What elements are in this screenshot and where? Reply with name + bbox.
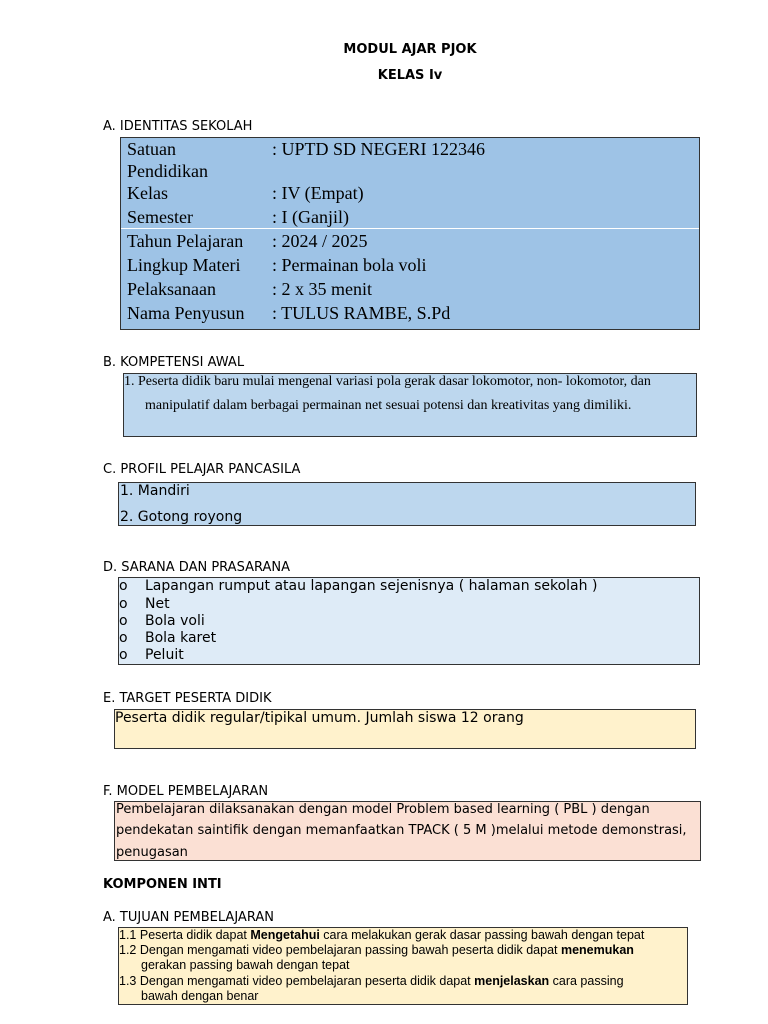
list-item: 1. Mandiri bbox=[120, 483, 190, 499]
list-item-label: Lapangan rumput atau lapangan sejenisnya ( halaman sekolah ) bbox=[145, 578, 598, 594]
target-text: Peserta didik regular/tipikal umum. Jumlah siswa 12 orang bbox=[115, 710, 524, 726]
tujuan-text: Dengan mengamati video pembelajaran passing bawah peserta didik dapat bbox=[139, 943, 561, 957]
profil-box bbox=[118, 482, 696, 526]
list-item bbox=[119, 613, 205, 630]
tujuan-box bbox=[118, 927, 688, 1005]
tujuan-continuation: bawah dengan benar bbox=[141, 989, 259, 1003]
tujuan-text: Dengan mengamati video pembelajaran peserta didik dapat bbox=[139, 974, 475, 988]
section-d-heading: D. SARANA DAN PRASARANA bbox=[103, 560, 290, 575]
model-line: Pembelajaran dilaksanakan dengan model Problem based learning ( PBL ) dengan bbox=[116, 802, 650, 817]
target-box bbox=[114, 709, 696, 749]
identity-label: Pelaksanaan bbox=[127, 279, 216, 299]
identity-label: Satuan bbox=[127, 139, 176, 159]
list-item-label: Net bbox=[145, 596, 170, 612]
tujuan-keyword: menjelaskan bbox=[474, 974, 550, 988]
kompetensi-line: 1. Peserta didik baru mulai mengenal variasi pola gerak dasar lokomotor, non- lokomotor, dan bbox=[124, 374, 651, 389]
tujuan-number: 1.2 bbox=[119, 943, 137, 957]
tujuan-number: 1.1 bbox=[119, 928, 137, 942]
list-item-label: Peluit bbox=[145, 647, 184, 663]
section-c-heading: C. PROFIL PELAJAR PANCASILA bbox=[103, 462, 301, 477]
bullet-icon: o bbox=[119, 647, 128, 663]
identity-value: : UPTD SD NEGERI 122346 bbox=[272, 139, 486, 159]
identity-value: : IV (Empat) bbox=[272, 183, 364, 203]
sarana-box bbox=[118, 577, 700, 665]
document-title: MODUL AJAR PJOK bbox=[343, 42, 477, 57]
identity-label: Pendidikan bbox=[127, 161, 208, 181]
section-a-heading: A. IDENTITAS SEKOLAH bbox=[103, 119, 253, 134]
list-item bbox=[119, 647, 184, 664]
identity-value: : 2 x 35 menit bbox=[272, 279, 372, 299]
bullet-icon: o bbox=[119, 596, 128, 612]
tujuan-text: cara passing bbox=[549, 974, 624, 988]
tujuan-heading: A. TUJUAN PEMBELAJARAN bbox=[103, 910, 274, 925]
section-b-heading: B. KOMPETENSI AWAL bbox=[103, 355, 245, 370]
list-item-label: Bola voli bbox=[145, 613, 205, 629]
kompetensi-line: manipulatif dalam berbagai permainan net sesuai potensi dan kreativitas yang dimiliki. bbox=[145, 398, 632, 413]
list-item bbox=[119, 596, 170, 613]
tujuan-item bbox=[119, 974, 624, 989]
bullet-icon: o bbox=[119, 613, 128, 629]
bullet-icon: o bbox=[119, 630, 128, 646]
list-item bbox=[119, 578, 597, 595]
list-item: 2. Gotong royong bbox=[120, 509, 243, 525]
tujuan-keyword: Mengetahui bbox=[250, 928, 320, 942]
tujuan-keyword: menemukan bbox=[560, 943, 634, 957]
model-line: pendekatan saintifik dengan memanfaatkan TPACK ( 5 M )melalui metode demonstrasi, bbox=[116, 823, 687, 838]
identity-label: Semester bbox=[127, 207, 193, 227]
section-f-heading: F. MODEL PEMBELAJARAN bbox=[103, 784, 269, 799]
model-box bbox=[114, 801, 701, 861]
identity-table bbox=[120, 137, 700, 330]
kompetensi-box bbox=[123, 373, 697, 437]
tujuan-continuation: gerakan passing bawah dengan tepat bbox=[141, 958, 350, 972]
identity-label: Kelas bbox=[127, 183, 168, 203]
tujuan-text: Peserta didik dapat bbox=[139, 928, 251, 942]
table-divider bbox=[121, 228, 699, 229]
identity-value: : 2024 / 2025 bbox=[272, 231, 368, 251]
identity-value: : I (Ganjil) bbox=[272, 207, 349, 227]
tujuan-item bbox=[119, 943, 634, 958]
tujuan-text: cara melakukan gerak dasar passing bawah dengan tepat bbox=[319, 928, 645, 942]
identity-label: Tahun Pelajaran bbox=[127, 231, 244, 251]
model-line: penugasan bbox=[116, 845, 188, 860]
list-item bbox=[119, 630, 216, 647]
document-subtitle: KELAS Iv bbox=[377, 68, 443, 83]
identity-label: Lingkup Materi bbox=[127, 255, 241, 275]
identity-value: : Permainan bola voli bbox=[272, 255, 427, 275]
tujuan-item bbox=[119, 928, 644, 943]
bullet-icon: o bbox=[119, 578, 128, 594]
identity-label: Nama Penyusun bbox=[127, 303, 245, 323]
list-item-label: Bola karet bbox=[145, 630, 217, 646]
section-e-heading: E. TARGET PESERTA DIDIK bbox=[103, 691, 272, 706]
identity-value: : TULUS RAMBE, S.Pd bbox=[272, 303, 451, 323]
komponen-heading: KOMPONEN INTI bbox=[103, 877, 222, 892]
tujuan-number: 1.3 bbox=[119, 974, 137, 988]
